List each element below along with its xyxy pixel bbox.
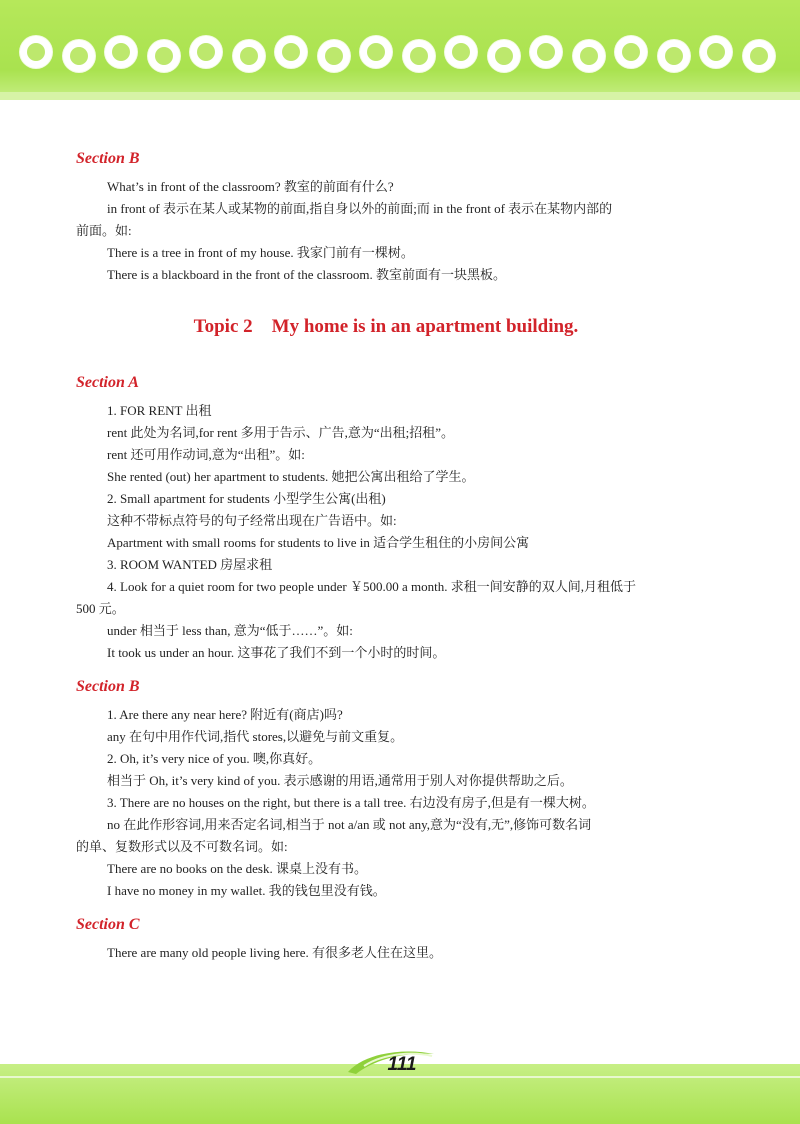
text-line: 2. Small apartment for students 小型学生公寓(出租) xyxy=(107,491,386,506)
header-band-edge xyxy=(0,92,800,100)
ring-decoration-icon xyxy=(360,36,392,68)
text-line: It took us under an hour. 这事花了我们不到一个小时的时间。 xyxy=(107,645,446,660)
ring-decoration-icon xyxy=(658,40,690,72)
text-line: in front of 表示在某人或某物的前面,指自身以外的前面;而 in the front of 表示在某物内部的 xyxy=(107,201,613,216)
text-line: 4. Look for a quiet room for two people under ￥500.00 a month. 求租一间安静的双人间,月租低于 xyxy=(107,579,636,594)
ring-decoration-icon xyxy=(63,40,95,72)
page-number: 111 xyxy=(387,1054,417,1075)
section-heading: Section B xyxy=(76,150,140,167)
text-line: 500 元。 xyxy=(76,601,125,616)
ring-decoration-icon xyxy=(20,36,52,68)
ring-decoration-icon xyxy=(318,40,350,72)
ring-decoration-icon xyxy=(445,36,477,68)
topic-title: Topic 2 My home is in an apartment building. xyxy=(193,316,579,337)
text-line: 相当于 Oh, it’s very kind of you. 表示感谢的用语,通常用于别人对你提供帮助之后。 xyxy=(107,773,573,788)
text-line: 3. There are no houses on the right, but there is a tall tree. 右边没有房子,但是有一棵大树。 xyxy=(107,795,595,810)
text-line: 的单、复数形式以及不可数名词。如: xyxy=(76,839,288,854)
text-line: There is a blackboard in the front of the classroom. 教室前面有一块黑板。 xyxy=(107,267,506,282)
header-rings xyxy=(0,30,800,76)
ring-decoration-icon xyxy=(700,36,732,68)
text-line: 2. Oh, it’s very nice of you. 噢,你真好。 xyxy=(107,751,322,766)
text-line: 1. FOR RENT 出租 xyxy=(107,403,212,418)
ring-decoration-icon xyxy=(275,36,307,68)
text-line: no 在此作形容词,用来否定名词,相当于 not a/an 或 not any,意为“没有,无”,修饰可数名词 xyxy=(107,817,592,832)
section-heading: Section A xyxy=(76,374,139,391)
ring-decoration-icon xyxy=(233,40,265,72)
ring-decoration-icon xyxy=(743,40,775,72)
text-line: I have no money in my wallet. 我的钱包里没有钱。 xyxy=(107,883,386,898)
ring-decoration-icon xyxy=(403,40,435,72)
text-line: rent 还可用作动词,意为“出租”。如: xyxy=(107,447,305,462)
ring-decoration-icon xyxy=(148,40,180,72)
text-line: There are many old people living here. 有很多老人住在这里。 xyxy=(107,945,443,960)
text-line: 这种不带标点符号的句子经常出现在广告语中。如: xyxy=(107,513,397,528)
text-line: under 相当于 less than, 意为“低于……”。如: xyxy=(107,623,353,638)
text-line: 1. Are there any near here? 附近有(商店)吗? xyxy=(107,707,343,722)
ring-decoration-icon xyxy=(530,36,562,68)
section-heading: Section C xyxy=(76,916,140,933)
header-band xyxy=(0,0,800,100)
ring-decoration-icon xyxy=(105,36,137,68)
page-content xyxy=(76,150,736,964)
text-line: There are no books on the desk. 课桌上没有书。 xyxy=(107,861,367,876)
text-line: Apartment with small rooms for students to live in 适合学生租住的小房间公寓 xyxy=(107,535,530,550)
text-line: any 在句中用作代词,指代 stores,以避免与前文重复。 xyxy=(107,729,404,744)
text-line: What’s in front of the classroom? 教室的前面有什么? xyxy=(107,179,394,194)
text-line: 3. ROOM WANTED 房屋求租 xyxy=(107,557,273,572)
text-line: rent 此处为名词,for rent 多用于告示、广告,意为“出租;招租”。 xyxy=(107,425,454,440)
text-line: She rented (out) her apartment to students. 她把公寓出租给了学生。 xyxy=(107,469,475,484)
section-heading: Section B xyxy=(76,678,140,695)
ring-decoration-icon xyxy=(615,36,647,68)
ring-decoration-icon xyxy=(488,40,520,72)
text-line: There is a tree in front of my house. 我家门前有一棵树。 xyxy=(107,245,414,260)
text-line: 前面。如: xyxy=(76,223,132,238)
ring-decoration-icon xyxy=(573,40,605,72)
ring-decoration-icon xyxy=(190,36,222,68)
